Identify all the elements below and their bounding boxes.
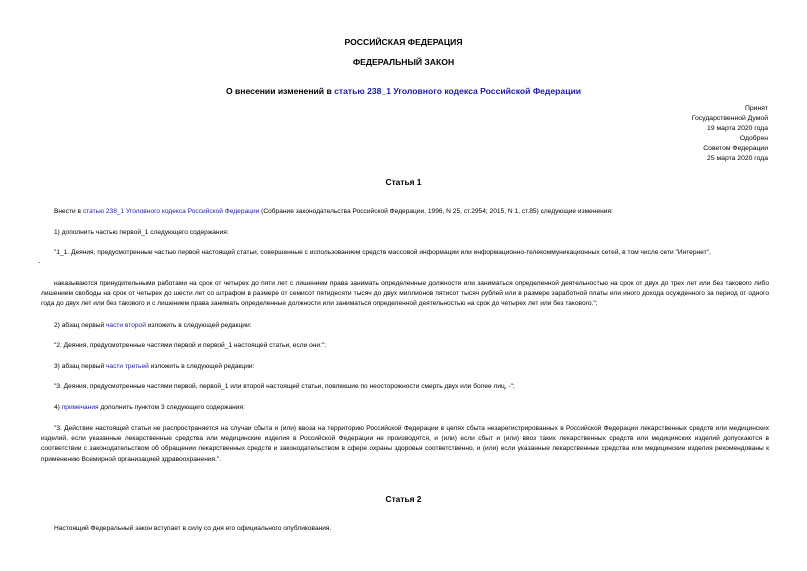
article-2-text: Настоящий Федеральный закон вступает в силу со дня его официального опубликования.: [54, 525, 332, 532]
law-title-prefix: О внесении изменений в: [225, 86, 335, 96]
approved-date: 25 марта 2020 года: [707, 155, 768, 162]
quote-2: "2. Деяния, предусмотренные частями первой и первой_1 настоящей статьи, если они:";: [54, 342, 327, 349]
quote-1: "1_1. Деяния, предусмотренные частью первой настоящей статьи, совершенные с использованием средств массовой информации или информационно-телекоммуникационных сетей, в том числе сети "Интернет",: [54, 249, 711, 256]
law-title-link[interactable]: статью 238_1 Уголовного кодекса Российской Федерации: [334, 86, 582, 96]
intro-suffix: (Собрание законодательства Российской Федерации, 1996, N 25, ст.2954; 2015, N 1, ст.85) следующие изменения:: [259, 208, 613, 215]
law-title: [0, 86, 807, 96]
article-2-heading: Статья 2: [385, 494, 422, 504]
adoption-block: [692, 104, 768, 164]
dash-line: -: [38, 259, 41, 266]
intro-link[interactable]: статью 238_1 Уголовного кодекса Российской Федерации: [82, 208, 260, 215]
item-2-suffix: изложить в следующей редакции:: [145, 322, 252, 329]
quote-3: "3. Деяния, предусмотренные частями первой, первой_1 или второй настоящей статьи, повлекшие по неосторожности смерть двух или более лиц, -";: [54, 383, 515, 390]
adopted-date: 19 марта 2020 года: [707, 125, 768, 132]
article-1-intro: [41, 207, 769, 217]
adopted-by: Государственной Думой: [691, 115, 768, 122]
item-4-prefix: 4): [54, 404, 62, 411]
quote-4: "3. Действие настоящей статьи не распространяется на случаи сбыта и (или) ввоза на территорию Российской Федерации в целях сбыта незарегистрированных в Российской Федерации лекарственных средств или медицинских изделий, если указанные лекарственные средства или медицинские изделия в Российской Федерации не производятся, и (или) если сбыт и (или) ввоз таких лекарственных средств или медицинских изделий допускаются в соответствии с законодательством об обращении лекарственных средств и законодательством в сфере охраны здоровья соответственно, и (или) если указанные лекарственные средства или медицинские изделия рекомендованы к применению Всемирной организацией здравоохранения.".: [41, 425, 769, 463]
item-2-prefix: 2) абзац первый: [54, 322, 106, 329]
item-3-suffix: изложить в следующей редакции:: [148, 363, 255, 370]
item-4-link[interactable]: примечания: [61, 404, 99, 411]
item-3-link[interactable]: части третьей: [105, 363, 149, 370]
law-type-heading: ФЕДЕРАЛЬНЫЙ ЗАКОН: [352, 57, 455, 67]
item-3: [41, 362, 769, 372]
item-4: [41, 403, 769, 413]
punishment-paragraph: наказываются принудительными работами на срок от четырех до пяти лет с лишением права занимать определенные должности или заниматься определенной деятельностью на срок от двух до трех лет или без такового либо лишением свободы на срок от четырех до шести лет со штрафом в размере от семисот пятидесяти тысяч до двух миллионов пятисот тысяч рублей или в размере заработной платы или иного дохода осужденного за период от одного года до двух лет или без такового и с лишением права занимать определенные должности или заниматься определенной деятельностью на срок до четырех лет или без такового.";: [41, 280, 769, 308]
adopted-label: Принят: [744, 105, 768, 112]
country-heading: РОССИЙСКАЯ ФЕДЕРАЦИЯ: [344, 37, 463, 47]
item-1: 1) дополнить частью первой_1 следующего содержания:: [54, 229, 229, 236]
article-1-heading: Статья 1: [385, 177, 422, 187]
item-4-suffix: дополнить пунктом 3 следующего содержания:: [98, 404, 245, 411]
item-2: [41, 321, 769, 331]
approved-label: Одобрен: [739, 135, 768, 142]
item-3-prefix: 3) абзац первый: [54, 363, 106, 370]
intro-prefix: Внести в: [54, 208, 83, 215]
item-2-link[interactable]: части второй: [105, 322, 146, 329]
approved-by: Советом Федерации: [703, 145, 768, 152]
